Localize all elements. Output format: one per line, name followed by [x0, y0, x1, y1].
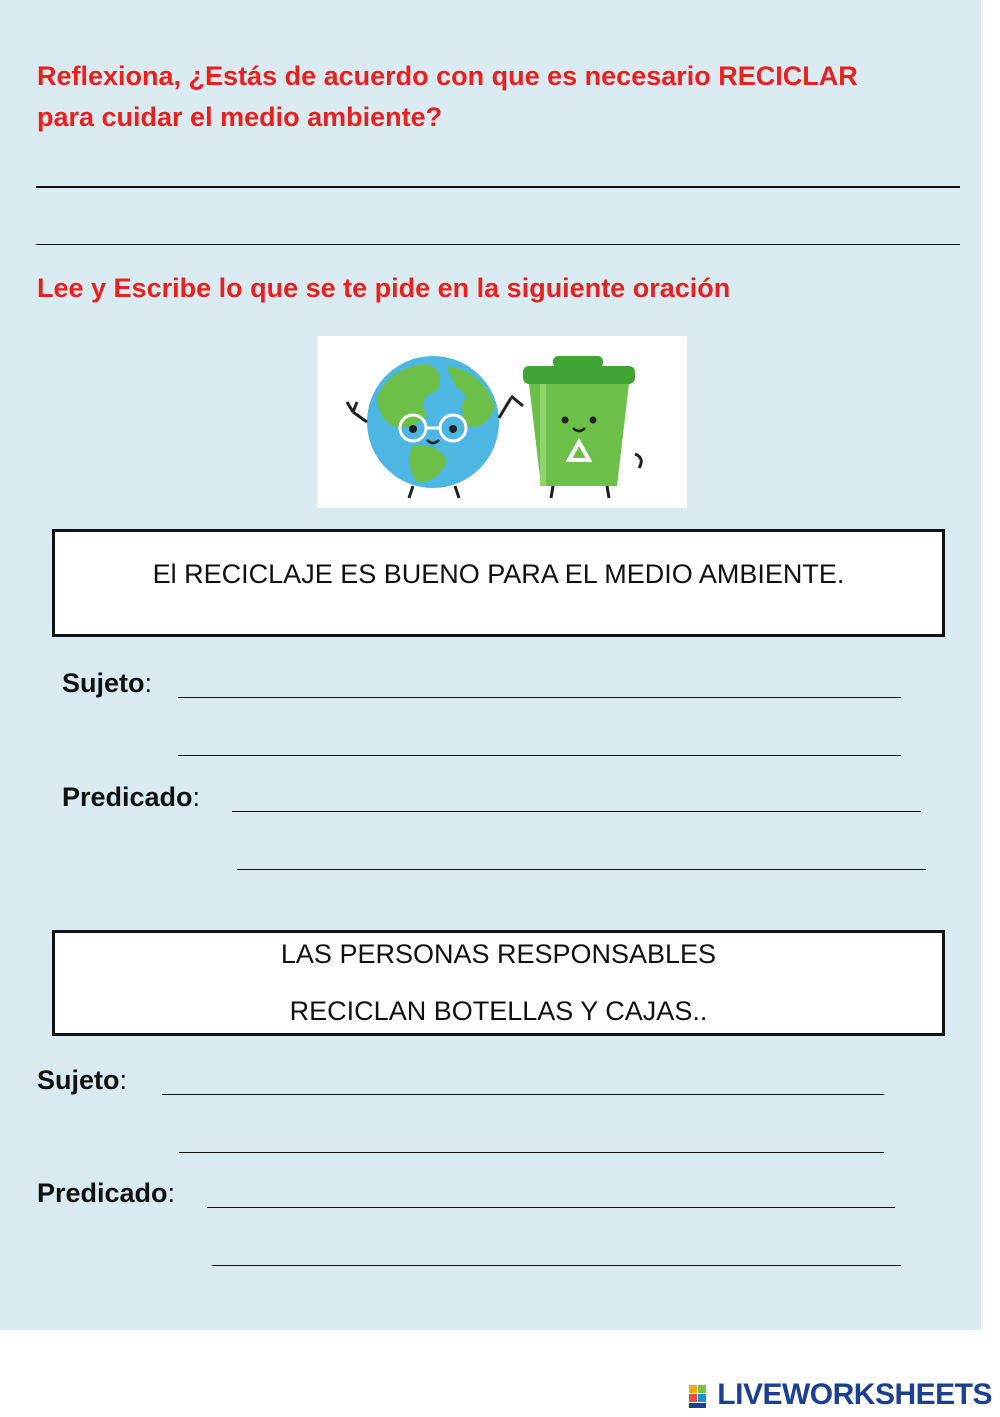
predicate-answer-line-1a[interactable] [232, 811, 921, 812]
sentence-box-2 [52, 930, 945, 1036]
earth-character-icon [347, 356, 511, 498]
subject-answer-line-1b[interactable] [178, 755, 901, 756]
predicate-label-2: Predicado: [37, 1178, 176, 1208]
subject-label-2: Sujeto: [37, 1065, 128, 1095]
question-line-1: Reflexiona, ¿Estás de acuerdo con que es necesario RECICLAR [37, 61, 858, 91]
answer-line-2[interactable] [36, 244, 960, 245]
earth-and-bin-icon [317, 336, 687, 508]
sentence-2-line-1: LAS PERSONAS RESPONSABLES [280, 939, 717, 969]
subject-label-1: Sujeto: [62, 668, 153, 698]
subject-answer-line-1a[interactable] [178, 697, 901, 698]
predicate-answer-line-2a[interactable] [207, 1207, 895, 1208]
recycle-bin-character-icon [511, 356, 641, 498]
liveworksheets-brand[interactable] [689, 1378, 992, 1412]
predicate-label-1: Predicado: [62, 782, 201, 812]
sentence-box-1 [52, 529, 945, 637]
sentence-1-text: El RECICLAJE ES BUENO PARA EL MEDIO AMBIENTE. [152, 559, 845, 589]
instruction-text: Lee y Escribe lo que se te pide en la siguiente oración [37, 273, 731, 303]
answer-line-1[interactable] [36, 186, 960, 188]
subject-answer-line-2a[interactable] [162, 1094, 884, 1095]
sentence-2-line-2: RECICLAN BOTELLAS Y CAJAS.. [289, 996, 708, 1026]
subject-answer-line-2b[interactable] [179, 1152, 884, 1153]
recycling-illustration [317, 336, 687, 508]
predicate-answer-line-2b[interactable] [212, 1265, 901, 1266]
predicate-answer-line-1b[interactable] [237, 869, 926, 870]
question-line-2: para cuidar el medio ambiente? [37, 102, 443, 132]
brand-name: LIVEWORKSHEETS [717, 1378, 992, 1411]
reflection-question [37, 56, 967, 138]
liveworksheets-logo-icon [689, 1383, 715, 1407]
